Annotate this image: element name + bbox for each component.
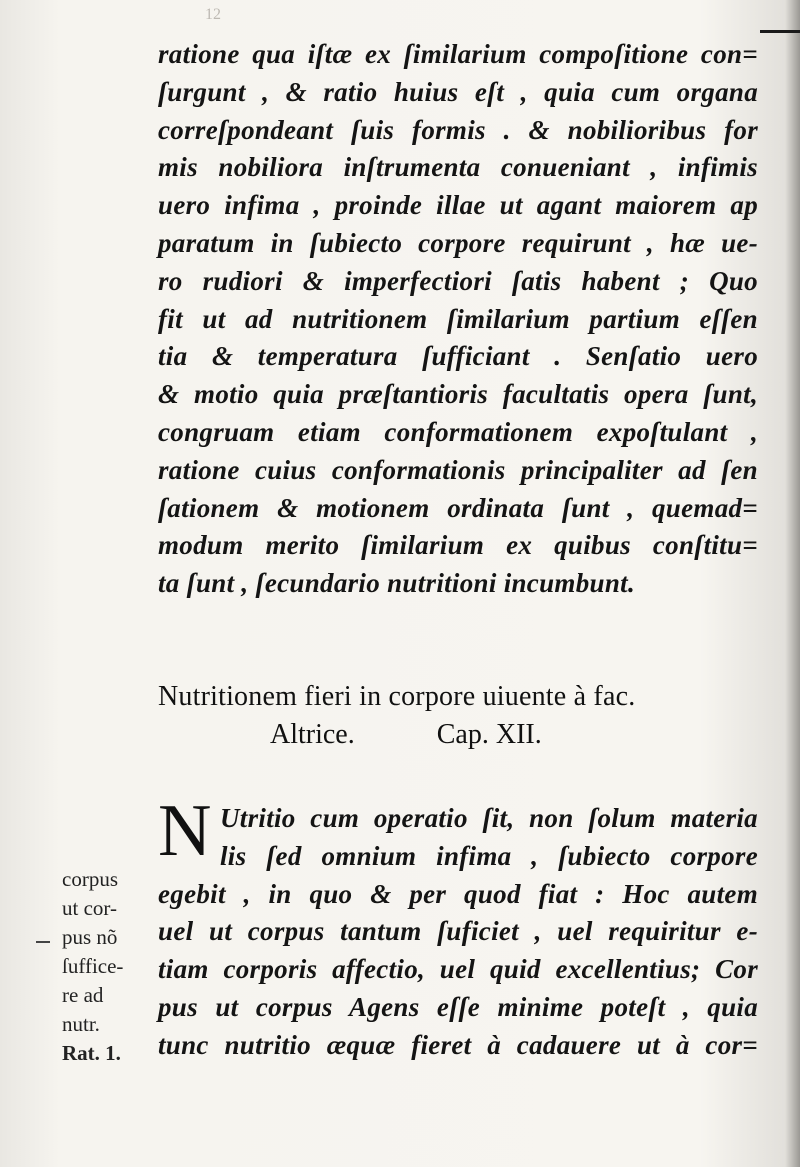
margin-note-line: ſuffice- bbox=[62, 954, 124, 978]
margin-note-line: corpus bbox=[62, 867, 118, 891]
margin-note-line: Rat. 1. bbox=[62, 1041, 121, 1065]
margin-note-line: nutr. bbox=[62, 1012, 100, 1036]
chapter-line: pus ut corpus Agens eſſe minime poteſt , quia bbox=[158, 991, 758, 1022]
margin-note-line: pus nõ bbox=[62, 925, 118, 949]
margin-note-line: ut cor- bbox=[62, 896, 117, 920]
body-line: ta ſunt , ſecundario nutritioni incumbunt. bbox=[158, 568, 635, 599]
running-page-mark: 12 bbox=[205, 6, 221, 23]
chapter-line: Utritio cum operatio ſit, non ſolum materia bbox=[220, 803, 758, 833]
chapter-line: uel ut corpus tantum ſuficiet , uel requiritur e- bbox=[158, 916, 758, 947]
chapter-line: tunc nutritio æquæ fieret à cadauere ut à cor= bbox=[158, 1029, 758, 1060]
margin-note-line: re ad bbox=[62, 983, 104, 1007]
chapter-heading-line1: Nutritionem fieri in corpore uiuente à fac. bbox=[158, 681, 636, 712]
body-line: fit ut ad nutritionem ſimilarium partium eſſen bbox=[158, 303, 758, 334]
chapter-heading-line2 bbox=[158, 716, 758, 754]
page-edge-mark bbox=[760, 30, 800, 33]
margin-dash-mark bbox=[36, 941, 50, 943]
chapter-number: Cap. XII. bbox=[436, 719, 542, 750]
chapter-heading bbox=[158, 678, 758, 754]
drop-cap-initial: N bbox=[158, 790, 212, 872]
chapter-line: egebit , in quo & per quod fiat : Hoc autem bbox=[158, 878, 758, 909]
body-line: modum merito ſimilarium ex quibus conſtitu= bbox=[158, 530, 758, 561]
chapter-line: lis ſed omnium infima , ſubiecto corpore bbox=[220, 840, 758, 871]
chapter-line: tiam corporis affectio, uel quid excellentius; Cor bbox=[158, 954, 758, 985]
chapter-heading-altrice: Altrice. bbox=[270, 719, 355, 750]
body-line: ſurgunt , & ratio huius eſt , quia cum organa bbox=[158, 76, 758, 107]
body-line: tia & temperatura ſufficiant . Senſatio uero bbox=[158, 341, 758, 372]
body-line: uero infima , proinde illae ut agant maiorem ap bbox=[158, 190, 758, 221]
body-line: paratum in ſubiecto corpore requirunt , hæ ue- bbox=[158, 227, 758, 258]
body-line: ro rudiori & imperfectiori ſatis habent ; Quo bbox=[158, 265, 758, 296]
body-line: & motio quia præſtantioris facultatis opera ſunt, bbox=[158, 379, 758, 410]
body-line: correſpondeant ſuis formis . & nobilioribus for bbox=[158, 114, 758, 145]
body-line: ſationem & motionem ordinata ſunt , quemad= bbox=[158, 492, 758, 523]
margin-note bbox=[62, 865, 154, 1068]
body-text-block bbox=[158, 36, 770, 603]
body-line: ratione cuius conformationis principaliter ad ſen bbox=[158, 454, 758, 485]
body-line: ratione qua iſtæ ex ſimilarium compoſitione con= bbox=[158, 39, 758, 69]
chapter-text-block bbox=[158, 790, 770, 1065]
body-line: mis nobiliora inſtrumenta conueniant , infimis bbox=[158, 152, 758, 183]
body-line: congruam etiam conformationem expoſtulant , bbox=[158, 416, 758, 447]
